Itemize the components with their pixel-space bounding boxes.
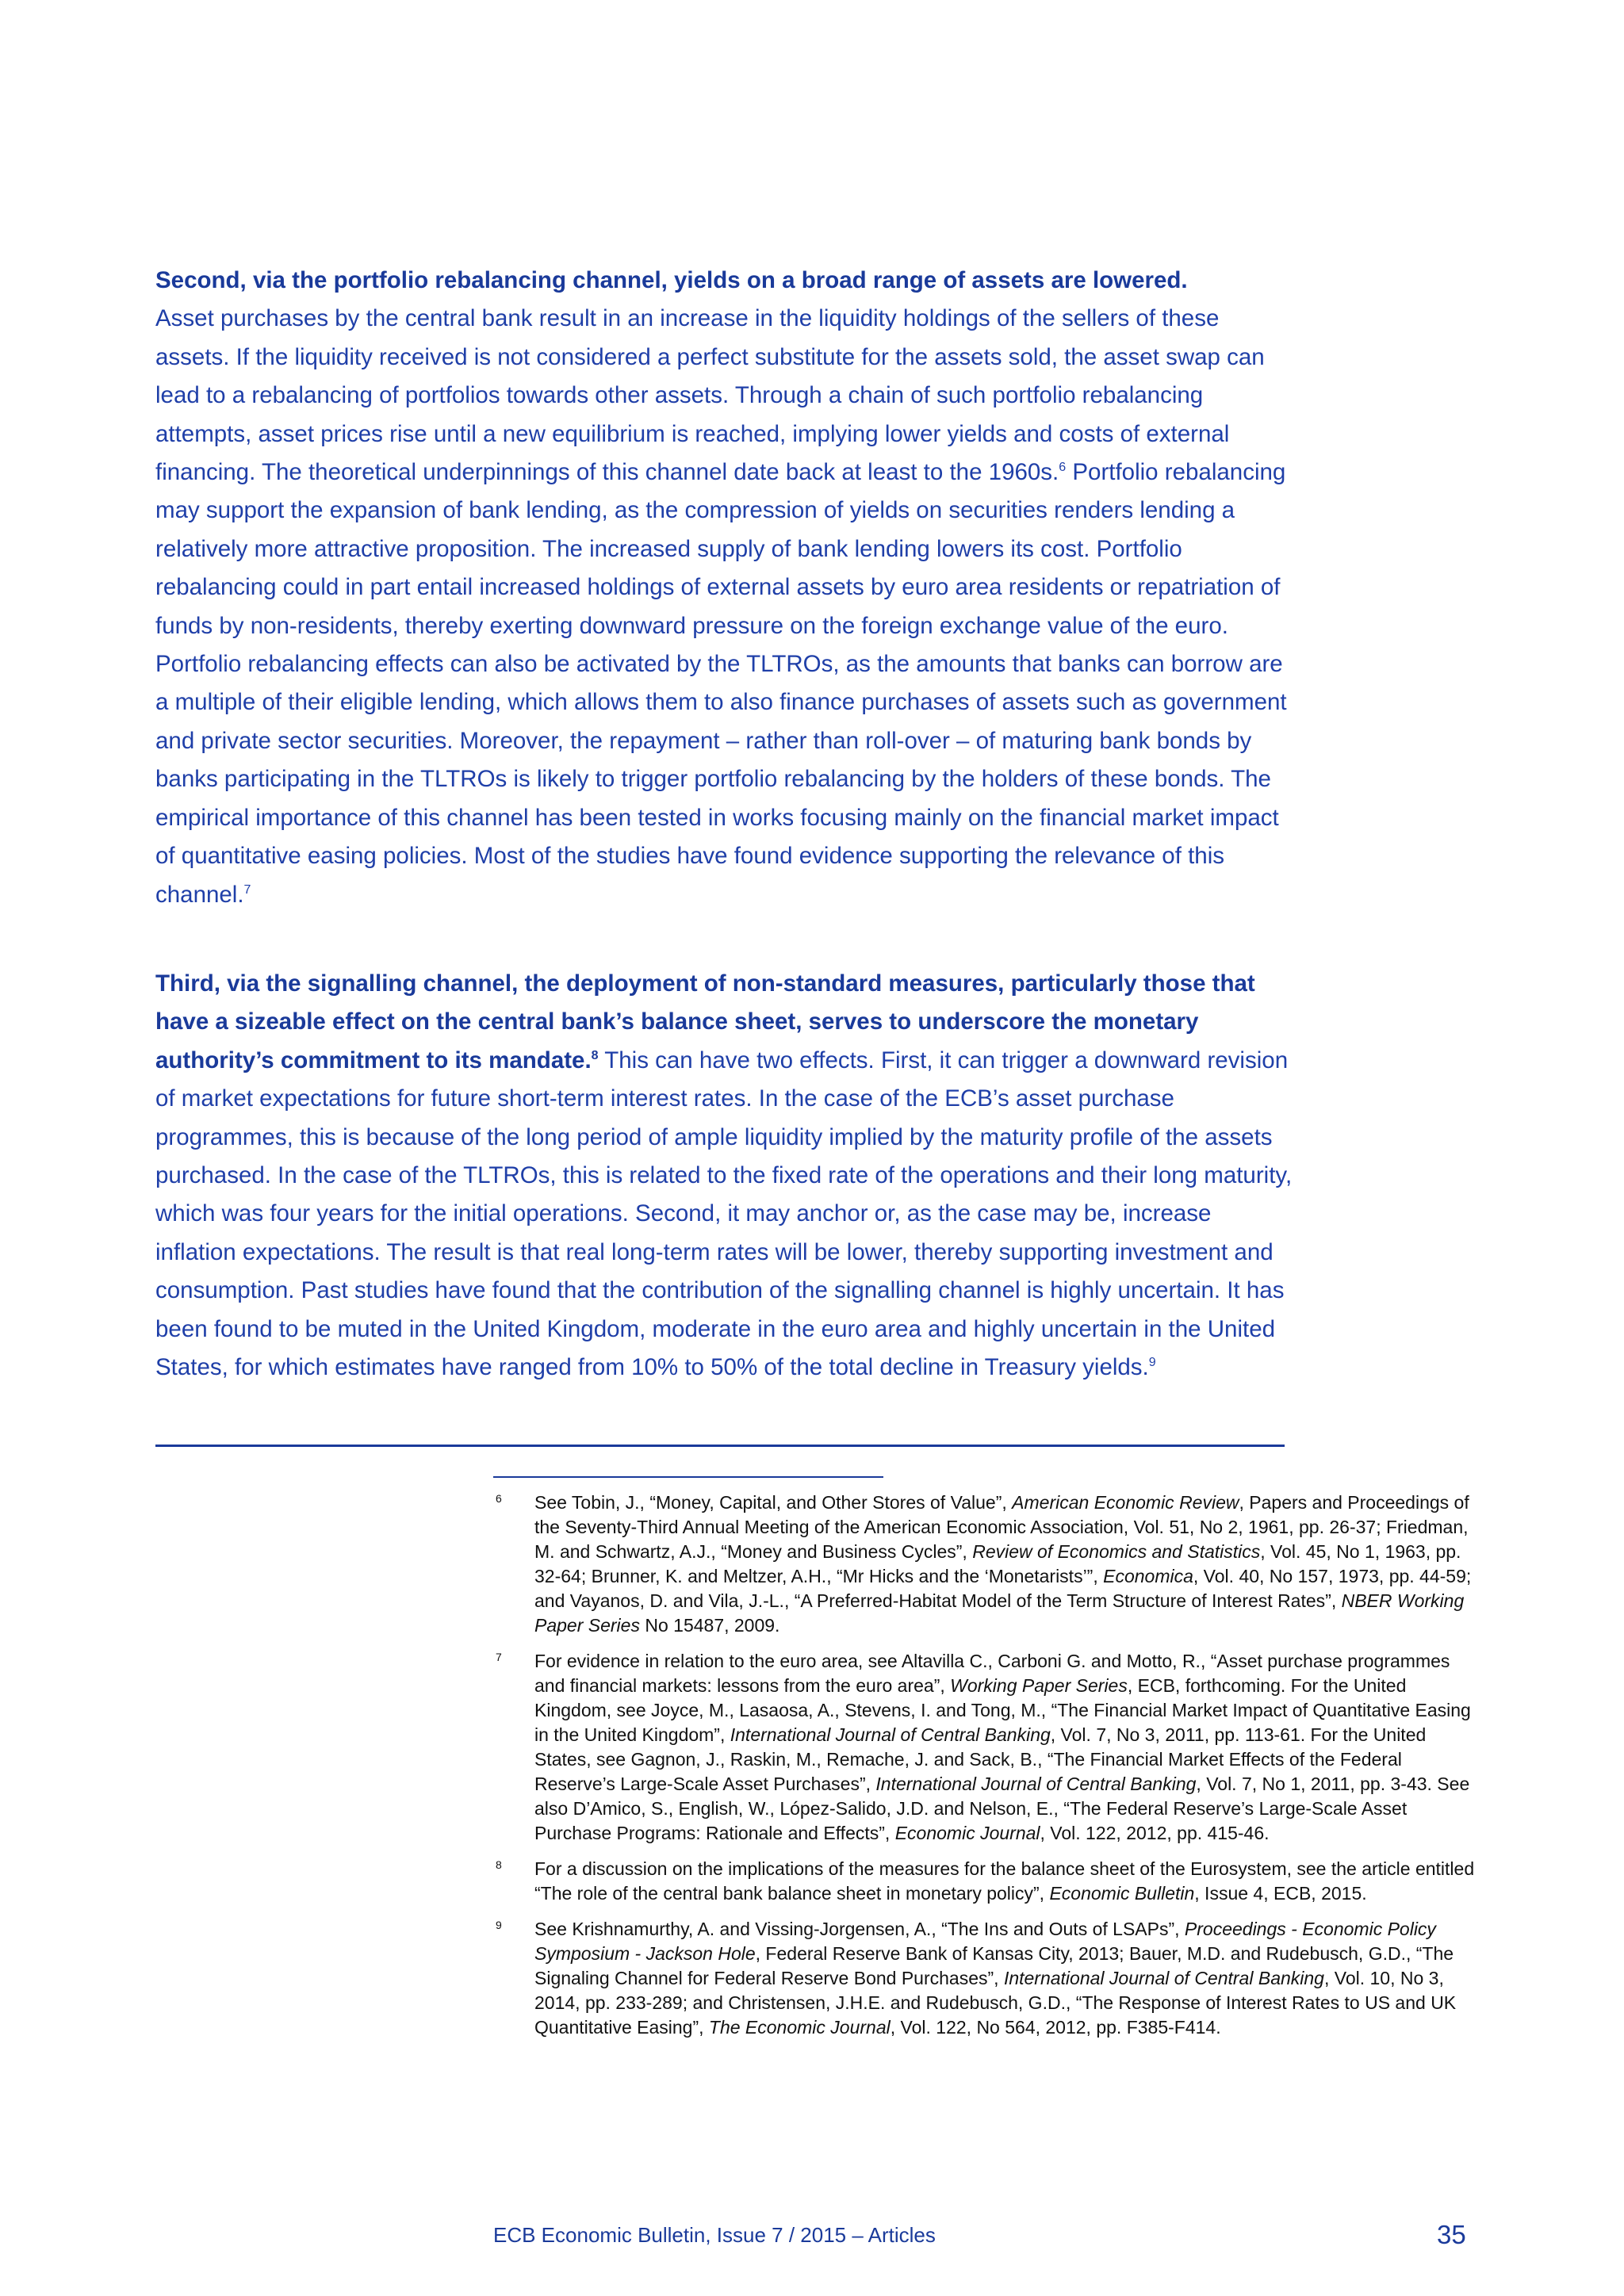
footnote-citation-title: Economica (1103, 1566, 1193, 1586)
footnotes (493, 1490, 1477, 2051)
paragraph-lead: Second, via the portfolio rebalancing channel, yields on a broad range of assets are lowered. (155, 267, 1188, 293)
footnote-text: , Papers and Proceedings of the Seventy-Third Annual Meeting of the American Economic Association, Vol. 51, No 2, 1961, pp. 26-37; Friedman, M. and Schwartz, A.J., “Money and Business Cycles”, (534, 1492, 1469, 1562)
footnote-text: , Vol. 122, No 564, 2012, pp. F385-F414. (890, 2017, 1221, 2038)
footnote-text: , Vol. 40, No 157, 1973, pp. 44-59; and Vayanos, D. and Vila, J.-L., “A Preferred-Habitat Model of the Term Structure of Interest Rates”, (534, 1566, 1472, 1611)
footnote-text: , Vol. 7, No 3, 2011, pp. 113-61. For the United States, see Gagnon, J., Raskin, M., Remache, J. and Sack, B., “The Financial Market Effects of the Federal Reserve’s Large-Scale Asset Purchases”, (534, 1724, 1427, 1794)
paragraph-text: Portfolio rebalancing may support the expansion of bank lending, as the compression of yields on securities renders lending a relatively more attractive proposition. The increased supply of bank lending lowers its cost. Portfolio rebalancing could in part entail increased holdings of external assets by euro area residents or repatriation of funds by non-residents, thereby exerting downward pressure on the foreign exchange value of the euro. Portfolio rebalancing effects can also be activated by the TLTROs, as the amounts that banks can borrow are a multiple of their eligible lending, which allows them to also finance purchases of assets such as government and private sector securities. Moreover, the repayment – rather than roll-over – of maturing bank bonds by banks participating in the TLTROs is likely to trigger portfolio rebalancing by the holders of these bonds. The empirical importance of this channel has been tested in works focusing mainly on the financial market impact of quantitative easing policies. Most of the studies have found evidence supporting the relevance of this channel. (155, 459, 1287, 908)
footnote-citation-title: Review of Economics and Statistics (972, 1541, 1261, 1562)
footnote-text: , Vol. 122, 2012, pp. 415-46. (1040, 1823, 1270, 1843)
footnote-citation-title: American Economic Review (1012, 1492, 1239, 1513)
footnote-text: For evidence in relation to the euro area, see Altavilla C., Carboni G. and Motto, R., “Asset purchase programmes and financial markets: lessons from the euro area”, (534, 1651, 1450, 1696)
footnote-text: , Vol. 7, No 1, 2011, pp. 3-43. See also D’Amico, S., English, W., López-Salido, J.D. and Nelson, E., “The Federal Reserve’s Large-Scale Asset Purchase Programs: Rationale and Effects”, (534, 1774, 1470, 1843)
paragraph-signalling-channel (155, 965, 1297, 1387)
footnote-text: , Issue 4, ECB, 2015. (1194, 1883, 1367, 1904)
footnote-citation-title: Economic Journal (894, 1823, 1040, 1843)
footnote-6 (493, 1490, 1477, 1638)
footnote-text: For a discussion on the implications of the measures for the balance sheet of the Eurosystem, see the article entitled “The role of the central bank balance sheet in monetary policy”, (534, 1858, 1475, 1904)
footnote-text: , ECB, forthcoming. For the United Kingdom, see Joyce, M., Lasaosa, A., Stevens, I. and Tong, M., “The Financial Market Impact of Quantitative Easing in the United Kingdom”, (534, 1675, 1471, 1745)
footnote-number: 8 (496, 1858, 502, 1871)
footnote-citation-title: Working Paper Series (950, 1675, 1128, 1696)
paragraph-text: Asset purchases by the central bank result in an increase in the liquidity holdings of the sellers of these assets. If the liquidity received is not considered a perfect substitute for the assets sold, the asset swap can lead to a rebalancing of portfolios towards other assets. Through a chain of such portfolio rebalancing attempts, asset prices rise until a new equilibrium is reached, implying lower yields and costs of external financing. The theoretical underpinnings of this channel date back at least to the 1960s. (155, 305, 1265, 486)
footnote-citation-title: International Journal of Central Banking (875, 1774, 1197, 1794)
paragraph-text: This can have two effects. First, it can trigger a downward revision of market expectations for future short-term interest rates. In the case of the ECB’s asset purchase programmes, this is because of the long period of ample liquidity implied by the maturity profile of the assets purchased. In the case of the TLTROs, this is related to the fixed rate of the operations and their long maturity, which was four years for the initial operations. Second, it may anchor or, as the case may be, increase inflation expectations. The result is that real long-term rates will be lower, thereby supporting investment and consumption. Past studies have found that the contribution of the signalling channel is highly uncertain. It has been found to be muted in the United Kingdom, moderate in the euro area and highly uncertain in the United States, for which estimates have ranged from 10% to 50% of the total decline in Treasury yields. (155, 1047, 1293, 1381)
footnote-text: , Federal Reserve Bank of Kansas City, 2013; Bauer, M.D. and Rudebusch, G.D., “The Signaling Channel for Federal Reserve Bond Purchases”, (534, 1943, 1454, 1988)
footnote-ref-9[interactable]: 9 (1148, 1356, 1156, 1370)
page-footer (0, 2220, 1624, 2252)
footnote-citation-title: International Journal of Central Banking (1003, 1968, 1324, 1988)
footnote-ref-7[interactable]: 7 (243, 882, 251, 897)
paragraph-portfolio-rebalancing (155, 262, 1297, 914)
footnote-citation-title: NBER Working Paper Series (534, 1590, 1465, 1636)
footnote-citation-title: Economic Bulletin (1049, 1883, 1195, 1904)
section-divider (155, 1445, 1285, 1447)
footnote-number: 9 (496, 1919, 502, 1931)
footnote-citation-title: The Economic Journal (708, 2017, 891, 2038)
footnote-8 (493, 1857, 1477, 1906)
footnote-text: , Vol. 45, No 1, 1963, pp. 32-64; Brunner, K. and Meltzer, A.H., “Mr Hicks and the ‘Monetarists’”, (534, 1541, 1461, 1586)
footnote-text: No 15487, 2009. (639, 1615, 780, 1636)
footnote-ref-6[interactable]: 6 (1059, 461, 1067, 475)
footnote-text: See Krishnamurthy, A. and Vissing-Jorgensen, A., “The Ins and Outs of LSAPs”, (534, 1919, 1185, 1939)
footnote-ref-8[interactable]: 8 (591, 1048, 599, 1062)
footer-publication-title: ECB Economic Bulletin, Issue 7 / 2015 – Articles (493, 2223, 936, 2247)
footnote-number: 6 (496, 1492, 502, 1505)
footnote-citation-title: Proceedings - Economic Policy Symposium - Jackson Hole (534, 1919, 1436, 1964)
paragraph-lead: Third, via the signalling channel, the deployment of non-standard measures, particularly those that have a sizeable effect on the central bank’s balance sheet, serves to underscore the monetary authority’s commitment to its mandate. (155, 970, 1255, 1073)
footnote-9 (493, 1917, 1477, 2040)
footnote-text: See Tobin, J., “Money, Capital, and Other Stores of Value”, (534, 1492, 1013, 1513)
footnote-7 (493, 1649, 1477, 1846)
page-number: 35 (1437, 2220, 1466, 2249)
footnote-number: 7 (496, 1651, 502, 1663)
footnote-citation-title: International Journal of Central Banking (730, 1724, 1051, 1745)
footnote-text: , Vol. 10, No 3, 2014, pp. 233-289; and Christensen, J.H.E. and Rudebusch, G.D., “The Response of Interest Rates to US and UK Quantitative Easing”, (534, 1968, 1457, 2038)
footnote-divider (493, 1476, 883, 1478)
